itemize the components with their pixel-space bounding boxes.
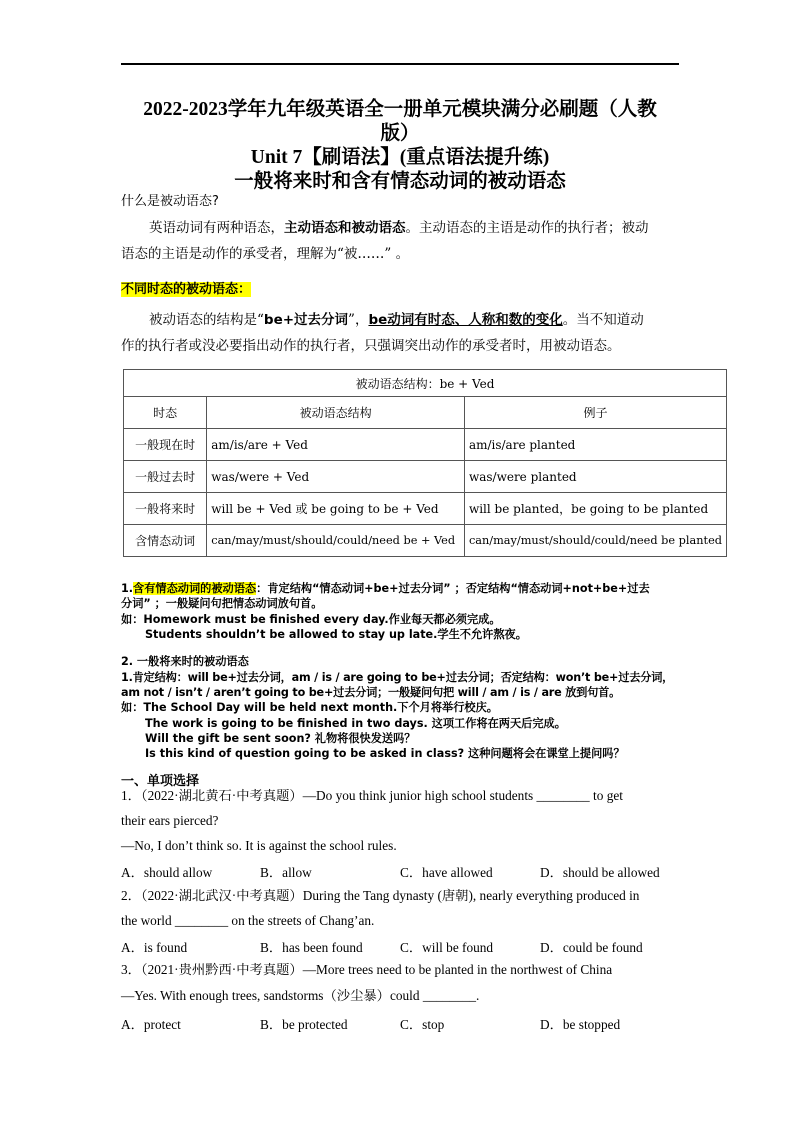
table-caption: 被动语态结构：be + Ved: [124, 370, 727, 397]
passive-voice-table: [123, 369, 727, 557]
table-cell: will be planted，be going to be planted: [464, 493, 726, 525]
table-row: [124, 525, 727, 557]
intro-paragraph-2-line-2: 作的执行者或没必要指出动作的执行者，只强调突出动作的承受者时，用被动语态。: [121, 338, 621, 354]
question-1-option-c[interactable]: C．have allowed: [400, 865, 493, 880]
p2-text-e: 。当不知道动: [562, 312, 644, 328]
question-3-option-b[interactable]: B．be protected: [260, 1017, 348, 1032]
intro-paragraph-1-line-1: [149, 215, 649, 241]
question-3-line-1: 3．（2021·贵州黔西·中考真题）—More trees need to be planted in the northwest of China: [121, 962, 613, 977]
question-3-option-d[interactable]: D．be stopped: [540, 1017, 621, 1032]
note-2-line-3: 如：The School Day will be held next month.下个月将举行校庆。: [121, 701, 498, 714]
title-line-3: Unit 7【刷语法】(重点语法提升练): [250, 147, 550, 168]
table-cell: 含情态动词: [124, 525, 207, 557]
note-2-heading: 2. 一般将来时的被动语态: [121, 655, 249, 668]
question-2-option-b[interactable]: B．has been found: [260, 940, 363, 955]
note-2-line-5: Will the gift be sent soon? 礼物将很快发送吗？: [145, 732, 416, 745]
note-1-number: 1.: [121, 582, 134, 595]
table-cell: 一般将来时: [124, 493, 207, 525]
intro-paragraph-1-line-2: 语态的主语是动作的承受者，理解为“被……” 。: [121, 246, 410, 262]
header-rule: [121, 63, 679, 65]
note-1-example-1: 如：Homework must be finished every day.作业每天都必须完成。: [121, 613, 501, 626]
question-3-line-2: —Yes. With enough trees, sandstorms（沙尘暴）could ________.: [121, 988, 480, 1003]
p2-text-c: ”，: [348, 312, 369, 328]
note-1-highlight: 含有情态动词的被动语态: [133, 582, 257, 595]
question-3-option-c[interactable]: C．stop: [400, 1017, 445, 1032]
table-row: [124, 461, 727, 493]
note-2-line-4: The work is going to be finished in two days. 这项工作将在两天后完成。: [145, 717, 566, 730]
p2-text-a: 被动语态的结构是“: [149, 312, 264, 328]
table-cell: can/may/must/should/could/need be planted: [464, 525, 726, 557]
table-cell: 一般过去时: [124, 461, 207, 493]
table-header-cell: 被动语态结构: [207, 397, 465, 429]
table-cell: am/is/are planted: [464, 429, 726, 461]
question-2-line-2: the world ________ on the streets of Chang’an.: [121, 913, 375, 928]
p1-text-c: 。主动语态的主语是动作的执行者；被动: [405, 220, 649, 236]
table-cell: am/is/are + Ved: [207, 429, 465, 461]
note-2-line-6: Is this kind of question going to be asked in class? 这种问题将会在课堂上提问吗？: [145, 747, 625, 760]
question-1-line-2: their ears pierced?: [121, 813, 219, 828]
intro-paragraph-2-line-1: [149, 307, 644, 333]
question-2-line-1: 2．（2022·湖北武汉·中考真题）During the Tang dynasty (唐朝), nearly everything produced in: [121, 888, 640, 903]
table-header-cell: 时态: [124, 397, 207, 429]
note-2-line-2: am not / isn’t / aren’t going to be+过去分词；一般疑问句把 will / am / is / are 放到句首。: [121, 686, 621, 699]
question-2-option-d[interactable]: D．could be found: [540, 940, 643, 955]
question-1-line-3: —No, I don’t think so. It is against the school rules.: [121, 838, 397, 853]
question-3-option-a[interactable]: A．protect: [121, 1017, 181, 1032]
question-1-line-1: 1．（2022·湖北黄石·中考真题）—Do you think junior high school students ________ to get: [121, 788, 623, 803]
p1-text-a: 英语动词有两种语态，: [149, 220, 284, 236]
table-row: [124, 493, 727, 525]
question-1-option-a[interactable]: A．should allow: [121, 865, 213, 880]
intro-question: 什么是被动语态?: [121, 194, 219, 209]
title-line-4: 一般将来时和含有情态动词的被动语态: [234, 171, 566, 192]
table-cell: was/were + Ved: [207, 461, 465, 493]
title-line-1: 2022-2023学年九年级英语全一册单元模块满分必刷题（人教: [143, 99, 657, 120]
question-1-option-b[interactable]: B．allow: [260, 865, 312, 880]
question-2-option-a[interactable]: A．is found: [121, 940, 188, 955]
highlight-heading: [121, 278, 251, 297]
note-2-line-1: 1.肯定结构：will be+过去分词，am / is / are going to be+过去分词；否定结构：won’t be+过去分词，: [121, 671, 674, 684]
table-header-row: [124, 397, 727, 429]
question-1-option-d[interactable]: D．should be allowed: [540, 865, 660, 880]
note-1-line-2: 分词” ；一般疑问句把情态动词放句首。: [121, 597, 323, 610]
table-cell: was/were planted: [464, 461, 726, 493]
p2-bold-text: be+过去分词: [263, 312, 349, 328]
section-heading: 一、单项选择: [121, 774, 200, 789]
note-1-rest: ：肯定结构“情态动词+be+过去分词” ；否定结构“情态动词+not+be+过去: [256, 582, 650, 595]
p1-bold-text: 主动语态和被动语态: [284, 220, 406, 236]
table-cell: will be + Ved 或 be going to be + Ved: [207, 493, 465, 525]
table-cell: 一般现在时: [124, 429, 207, 461]
note-1-line-1: [121, 581, 650, 597]
p2-underlined-text: be动词有时态、人称和数的变化: [368, 312, 563, 328]
table-header-cell: 例子: [464, 397, 726, 429]
title-line-2: 版）: [380, 123, 420, 144]
table-caption-row: [124, 370, 727, 397]
highlight-text: 不同时态的被动语态：: [121, 282, 252, 297]
table-row: [124, 429, 727, 461]
note-1-example-2: Students shouldn’t be allowed to stay up late.学生不允许熬夜。: [145, 628, 527, 641]
question-2-option-c[interactable]: C．will be found: [400, 940, 494, 955]
table-cell: can/may/must/should/could/need be + Ved: [207, 525, 465, 557]
